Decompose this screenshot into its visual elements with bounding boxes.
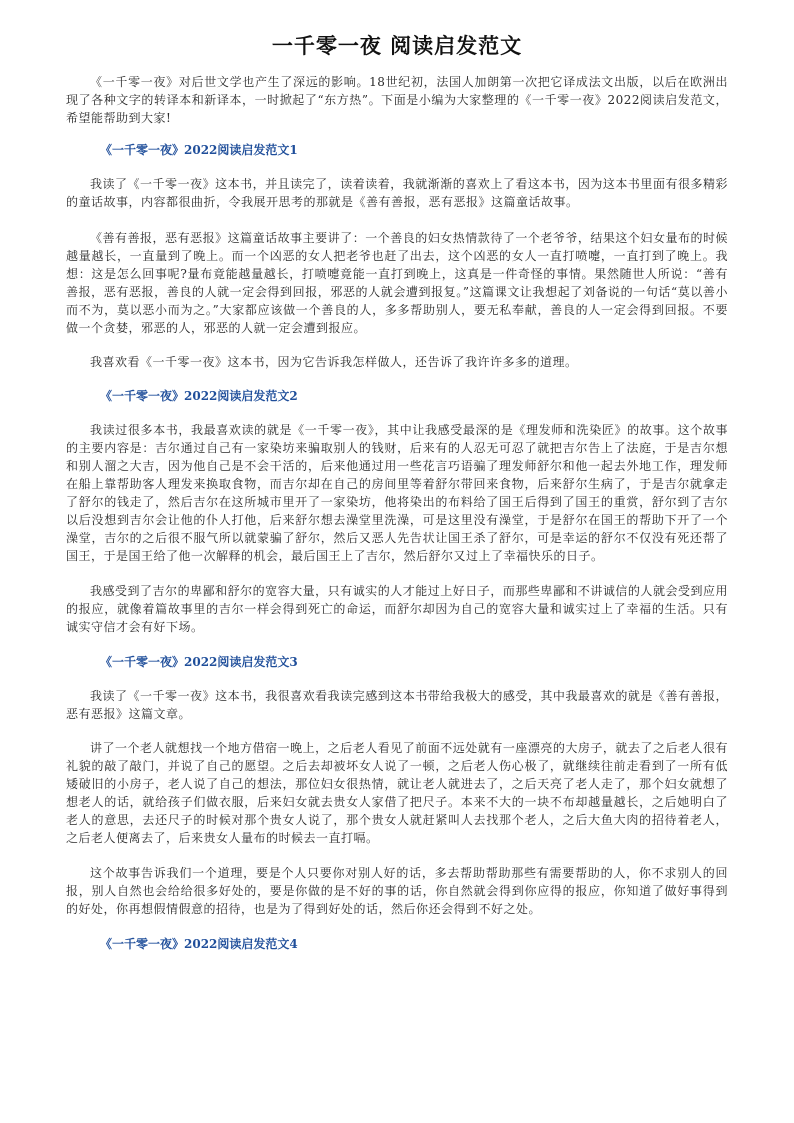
section-1-paragraph-2: 《善有善报，恶有恶报》这篇童话故事主要讲了：一个善良的妇女热情款待了一个老爷爷，结果这个妇女量布的时候越量越长，一直量到了晚上。而一个凶恶的女人把老爷也赶了出去，这个凶恶的女人一直打喷嚏，一直打到了晚上。我想：这是怎么回事呢?量布竟能越量越长，打喷嚏竟能一直打到晚上，这真是一件奇怪的事情。果然随世人所说：“善有善报，恶有恶报，善良的人就一定会得到回报，邪恶的人就会遭到报复。”这篇课文让我想起了刘备说的一句话“莫以善小而不为，莫以恶小而为之。”大家都应该做一个善良的人，多多帮助别人，要无私奉献，善良的人一定会得到回报。不要做一个贪婪，邪恶的人，邪恶的人就一定会遭到报应。 (66, 231, 728, 335)
section-1-paragraph-3: 我喜欢看《一千零一夜》这本书，因为它告诉我怎样做人，还告诉了我许许多多的道理。 (90, 355, 578, 369)
section-2-paragraph-2: 我感受到了吉尔的卑鄙和舒尔的宽容大量，只有诚实的人才能过上好日子，而那些卑鄙和不讲诚信的人就会受到应用的报应，就像着篇故事里的吉尔一样会得到死亡的命运，而舒尔却因为自己的宽容大量和诚实过上了幸福的生活。只有诚实守信才会有好下场。 (66, 584, 728, 634)
section-heading-1: 《一千零一夜》2022阅读启发范文1 (100, 143, 298, 157)
section-1-paragraph-1: 我读了《一千零一夜》这本书，并且读完了，读着读着，我就渐渐的喜欢上了看这本书，因为这本书里面有很多精彩的童话故事，内容都很曲折，令我展开思考的那就是《善有善报，恶有恶报》这篇童话故事。 (66, 177, 728, 209)
intro-paragraph: 《一千零一夜》对后世文学也产生了深远的影响。18世纪初，法国人加朗第一次把它译成法文出版，以后在欧洲出现了各种文字的转译本和新译本，一时掀起了“东方热”。下面是小编为大家整理的《一千零一夜》2022阅读启发范文，希望能帮助到大家! (66, 75, 728, 125)
section-heading-3: 《一千零一夜》2022阅读启发范文3 (100, 655, 298, 669)
section-3-paragraph-2: 讲了一个老人就想找一个地方借宿一晚上，之后老人看见了前面不远处就有一座漂亮的大房子，就去了之后老人很有礼貌的敲了敲门，并说了自己的愿望。之后去却被坏女人说了一顿，之后老人伤心极了，就继续往前走看到了一所有低矮破旧的小房子，老人说了自己的想法，那位妇女很热情，就让老人就进去了，之后天亮了老人走了，那个妇女就想了想老人的话，就给孩子们做衣服，后来妇女就去贵女人家借了把尺子。本来不大的一块不布却越量越长，之后她明白了老人的意思，去还尺子的时候对那个贵女人说了，那个贵女人就赶紧叫人去找那个老人，之后大鱼大肉的招待着老人，之后老人便离去了，后来贵女人量布的时候去一直打嗝。 (66, 741, 728, 845)
section-heading-2: 《一千零一夜》2022阅读启发范文2 (100, 389, 298, 403)
section-heading-4: 《一千零一夜》2022阅读启发范文4 (100, 937, 298, 951)
document-title: 一千零一夜 阅读启发范文 (271, 34, 523, 58)
section-2-paragraph-1: 我读过很多本书，我最喜欢读的就是《一千零一夜》，其中让我感受最深的是《理发师和洗染匠》的故事。这个故事的主要内容是：吉尔通过自己有一家染坊来骗取别人的钱财，后来有的人忍无可忍了就把吉尔告上了法庭，于是吉尔想和别人溜之大吉，因为他自己是不会干活的，后来他通过用一些花言巧语骗了理发师舒尔和他一起去外地工作，理发师在船上靠帮助客人理发来换取食物，而吉尔却在自己的房间里等着舒尔带回来食物，后来舒尔生病了，于是吉尔就拿走了舒尔的钱走了，然后吉尔在这所城市里开了一家染坊，他将染出的布料给了国王后得到了国王的重赏，舒尔到了吉尔以后没想到吉尔会让他的仆人打他，后来舒尔想去澡堂里洗澡，可是这里没有澡堂，于是舒尔在国王的帮助下开了一个澡堂，吉尔的之后很不服气所以就蒙骗了舒尔，然后又恶人先告状让国王杀了舒尔，可是幸运的舒尔不仅没有死还帮了国王，于是国王给了他一次解释的机会，最后国王上了吉尔，然后舒尔又过上了幸福快乐的日子。 (66, 423, 728, 563)
section-3-paragraph-3: 这个故事告诉我们一个道理，要是个人只要你对别人好的话，多去帮助帮助那些有需要帮助的人，你不求别人的回报，别人自然也会给给很多好处的，要是你做的是不好的事的话，你自然就会得到你应得的报应，你知道了做好事得到的好处，你再想假情假意的招待，也是为了得到好处的话，然后你还会得到不好之处。 (66, 866, 728, 916)
section-3-paragraph-1: 我读了《一千零一夜》这本书，我很喜欢看我读完感到这本书带给我极大的感受，其中我最喜欢的就是《善有善报，恶有恶报》这篇文章。 (66, 689, 728, 721)
